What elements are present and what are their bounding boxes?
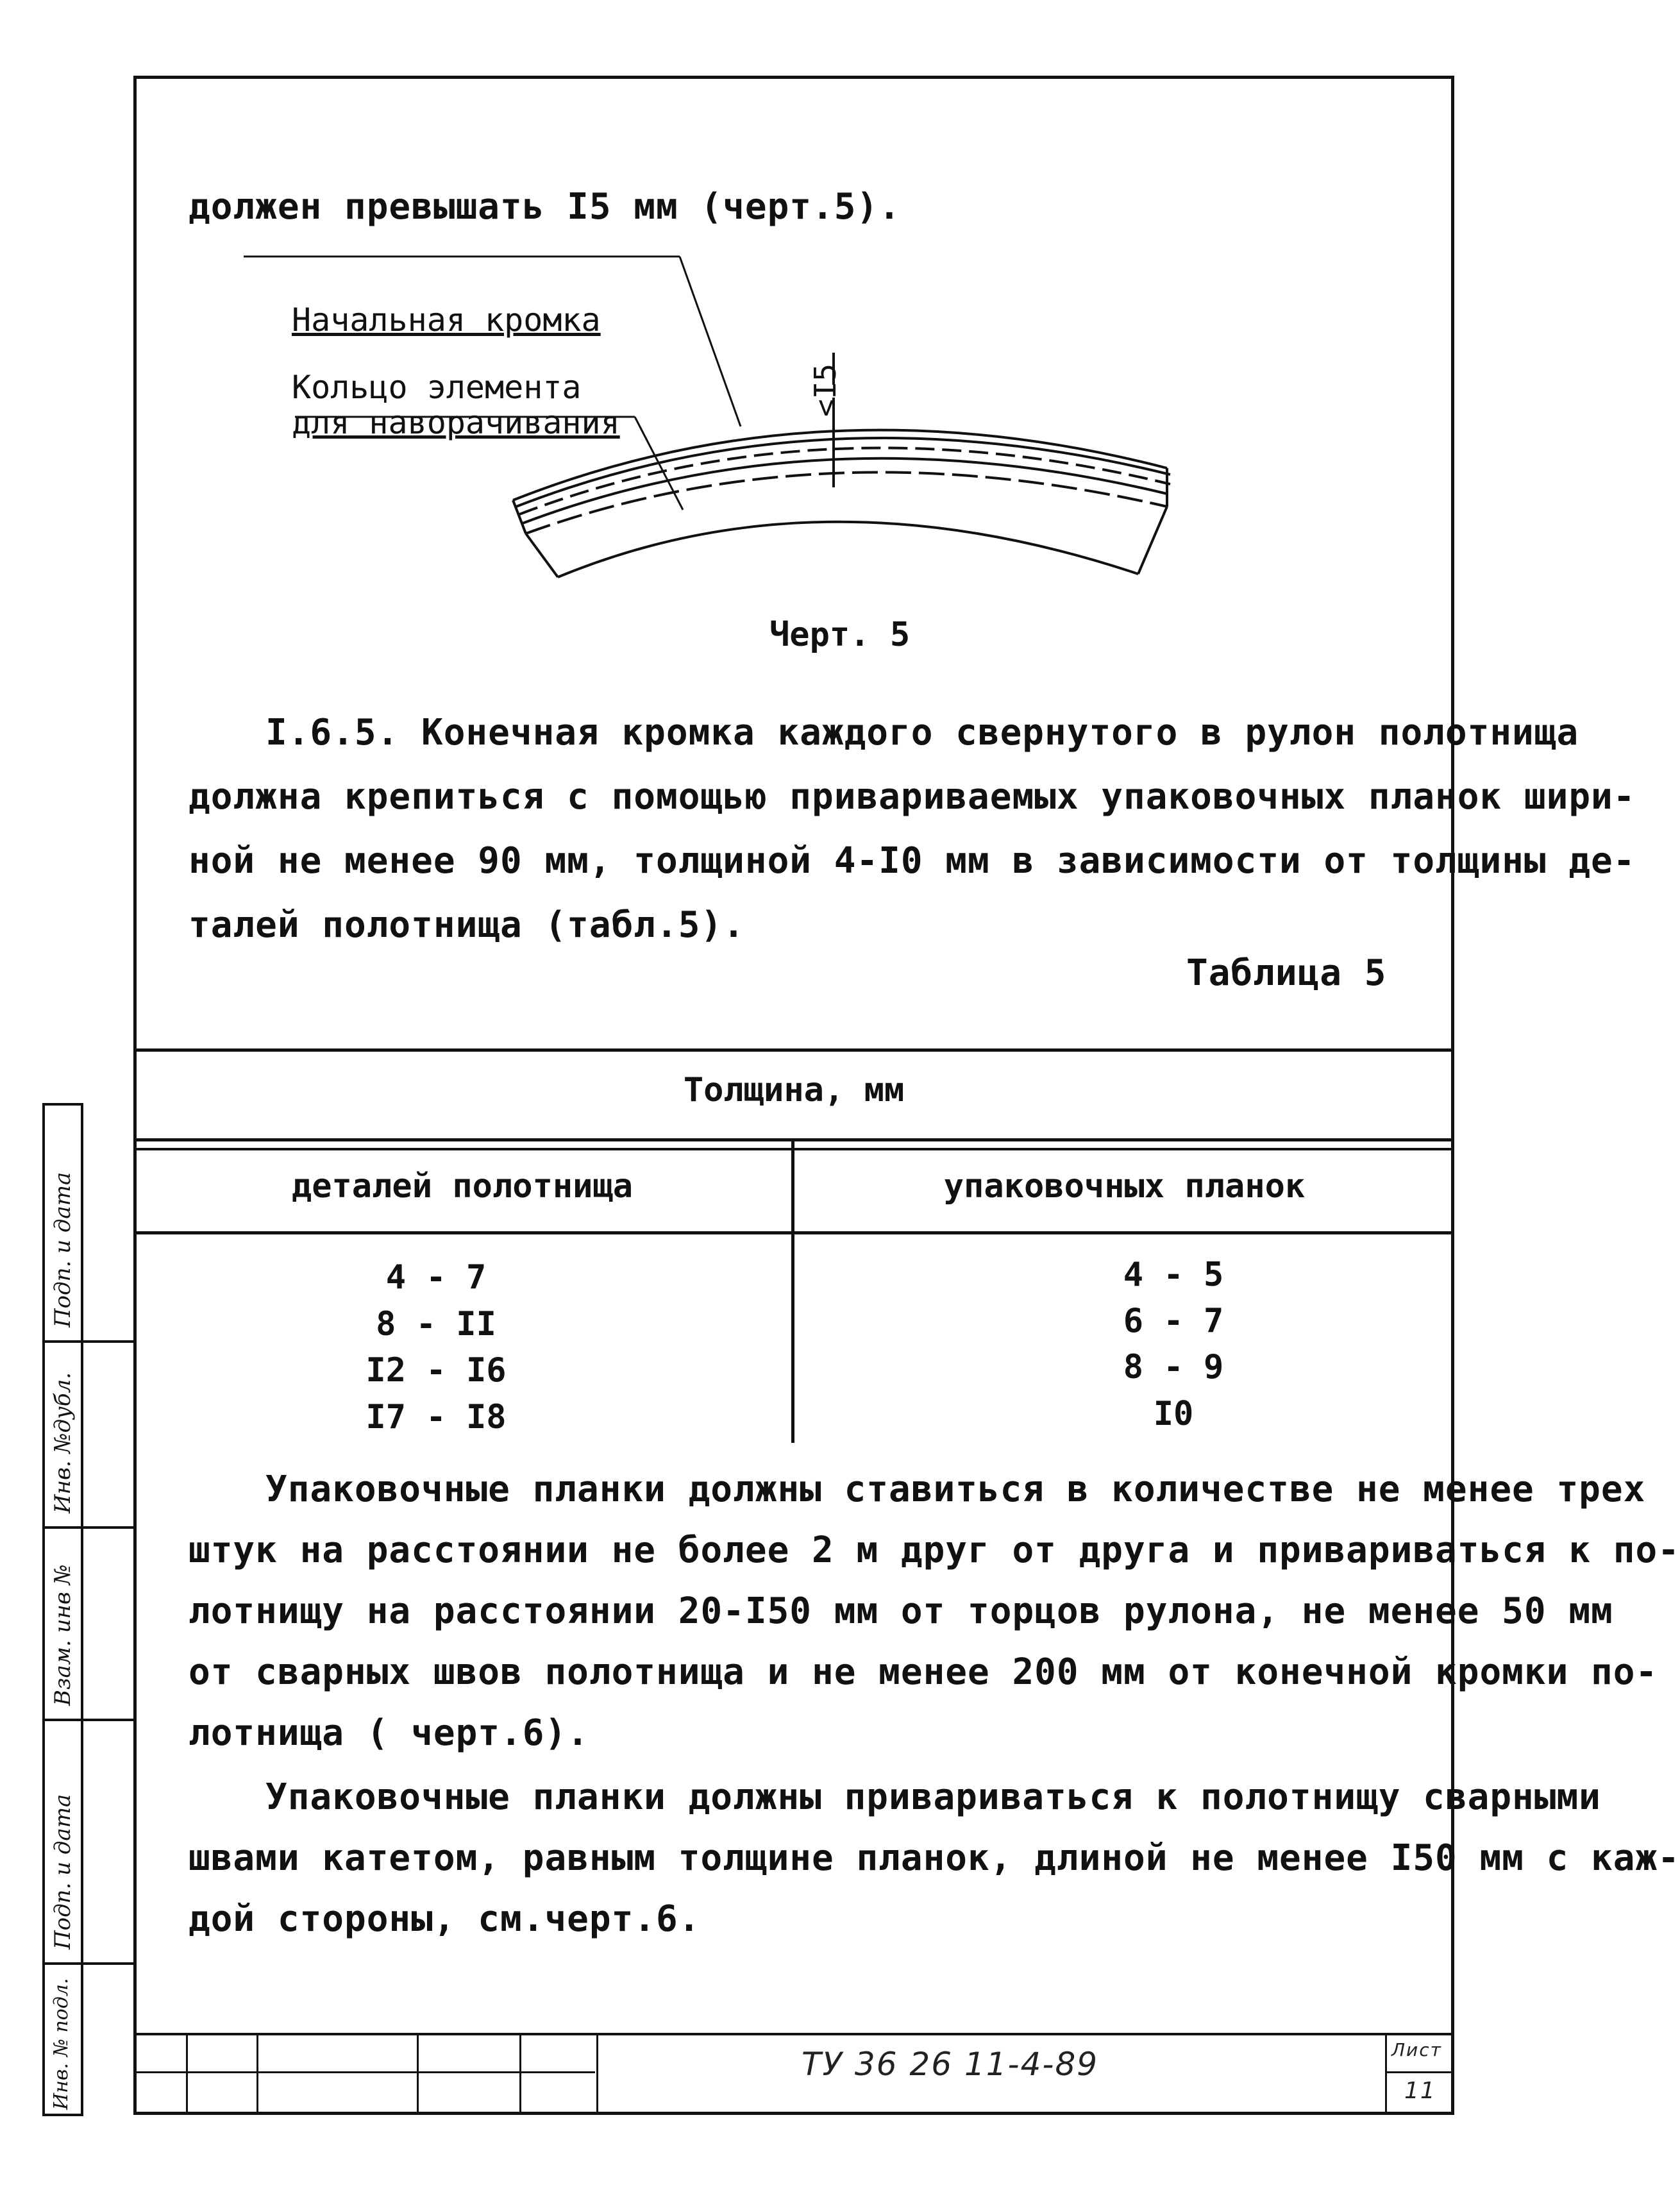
- figure-label-start-edge: Начальная кромка: [292, 301, 601, 339]
- sheet-number: 11: [1404, 2078, 1436, 2104]
- title-block-row: [133, 2071, 595, 2073]
- document-code: ТУ 36 26 11-4-89: [802, 2046, 1099, 2083]
- side-label-orig-inv: Инв. № подл.: [50, 1978, 72, 2110]
- side-label-replace-inv: Взам. инв №: [50, 1564, 76, 1706]
- para-2-line-5: лотнища ( черт.6).: [189, 1712, 589, 1754]
- side-divider: [42, 1526, 133, 1529]
- table-cell: I7 - I8: [365, 1398, 507, 1436]
- figure-dimension-label: <I5: [808, 363, 843, 417]
- side-divider: [42, 1962, 133, 1965]
- table-col-strips: упаковочных планок: [943, 1167, 1306, 1206]
- text-line-top: должен превышать I5 мм (черт.5).: [189, 186, 901, 228]
- para-165-line-4: талей полотнища (табл.5).: [189, 904, 745, 946]
- title-block-col: [417, 2033, 419, 2115]
- title-block-col: [1385, 2033, 1387, 2115]
- para-165-line-1: I.6.5. Конечная кромка каждого свернутого в рулон полотнища: [265, 712, 1579, 753]
- para-3-line-2: швами катетом, равным толщине планок, длиной не менее I50 мм с каж-: [189, 1837, 1680, 1879]
- side-label-dup-inv: Инв. №дубл.: [50, 1372, 76, 1513]
- table-cell: 4 - 7: [385, 1258, 487, 1297]
- title-block-col: [256, 2033, 258, 2115]
- side-label-sign-date: Подп. и дата: [50, 1172, 76, 1327]
- title-block-col: [186, 2033, 188, 2115]
- table-cell: 8 - II: [376, 1305, 496, 1343]
- para-165-line-3: ной не менее 90 мм, толщиной 4-I0 мм в зависимости от толщины де-: [189, 840, 1636, 882]
- para-3-line-3: дой стороны, см.черт.6.: [189, 1898, 701, 1940]
- title-block-border: [133, 2033, 1454, 2035]
- figure-label-ring-2: для наворачивания: [292, 404, 620, 441]
- side-divider: [42, 1719, 133, 1721]
- table-cell: 6 - 7: [1123, 1302, 1224, 1340]
- figure-caption: Черт. 5: [769, 616, 911, 654]
- table-cell: 8 - 9: [1123, 1348, 1224, 1386]
- figure-label-ring-1: Кольцо элемента: [292, 369, 582, 406]
- table-header: Толщина, мм: [683, 1071, 905, 1109]
- title-block-col: [519, 2033, 521, 2115]
- side-divider: [81, 1103, 83, 2116]
- side-divider: [42, 1340, 133, 1343]
- para-2-line-3: лотнищу на расстоянии 20-I50 мм от торцов рулона, не менее 50 мм: [189, 1590, 1613, 1632]
- table-cell: I0: [1153, 1395, 1194, 1433]
- para-3-line-1: Упаковочные планки должны привариваться к полотнищу сварными: [265, 1776, 1601, 1818]
- table-cell: I2 - I6: [365, 1351, 507, 1390]
- para-165-line-2: должна крепиться с помощью привариваемых упаковочных планок шири-: [189, 776, 1636, 818]
- para-2-line-4: от сварных швов полотнища и не менее 200 мм от конечной кромки по-: [189, 1651, 1658, 1693]
- side-label-sign-date-2: Подп. и дата: [50, 1794, 76, 1949]
- table-cell: 4 - 5: [1123, 1256, 1224, 1294]
- para-2-line-1: Упаковочные планки должны ставиться в количестве не менее трех: [265, 1469, 1646, 1510]
- table-top-border: [133, 1048, 1454, 1052]
- sheet-label: Лист: [1391, 2039, 1442, 2060]
- para-2-line-2: штук на расстоянии не более 2 м друг от друга и привариваться к по-: [189, 1529, 1680, 1571]
- title-block-col: [596, 2033, 598, 2115]
- table-caption: Таблица 5: [1186, 952, 1387, 994]
- table-col-details: деталей полотнища: [291, 1167, 634, 1206]
- title-block-row: [1385, 2071, 1454, 2073]
